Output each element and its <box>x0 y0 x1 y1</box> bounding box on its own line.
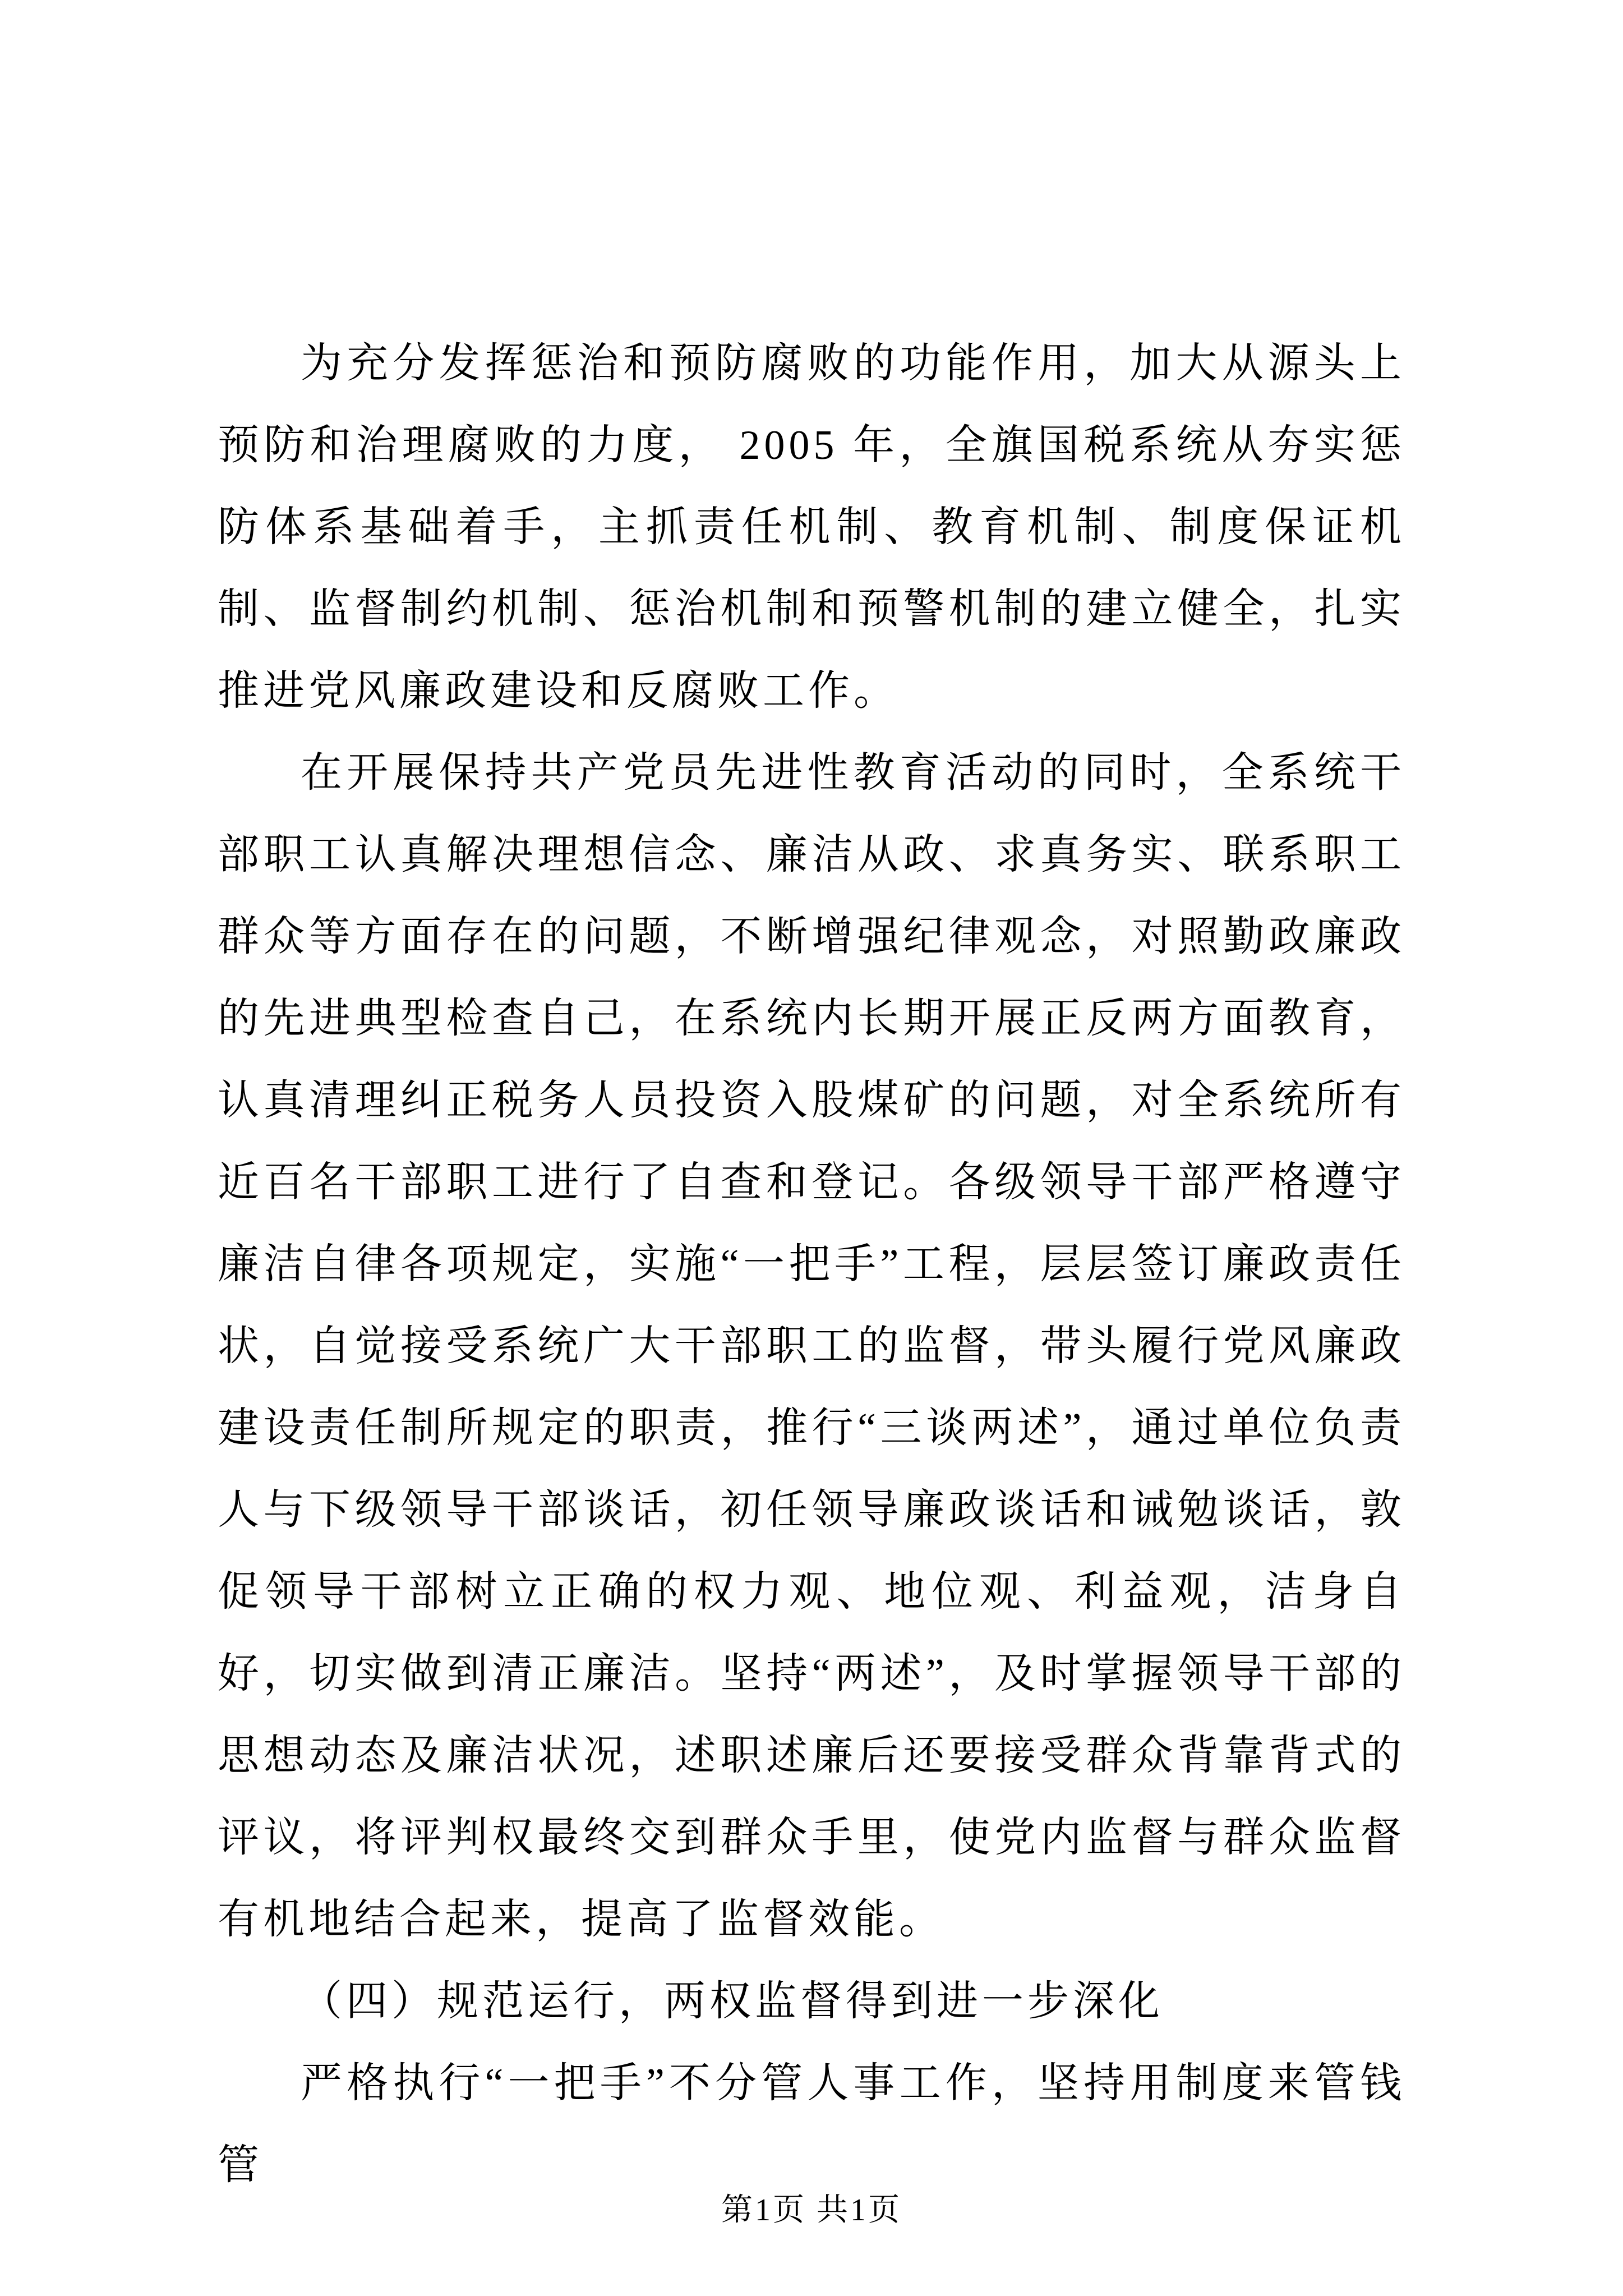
paragraph-education-activities: 在开展保持共产党员先进性教育活动的同时，全系统干部职工认真解决理想信念、廉洁从政、求真务实、联系职工群众等方面存在的问题，不断增强纪律观念，对照勤政廉政的先进典型检查自己，在系统内长期开展正反两方面教育，认真清理纠正税务人员投资入股煤矿的问题，对全系统所有近百名干部职工进行了自查和登记。各级领导干部严格遵守廉洁自律各项规定，实施“一把手”工程，层层签订廉政责任状，自觉接受系统广大干部职工的监督，带头履行党风廉政建设责任制所规定的职责，推行“三谈两述”，通过单位负责人与下级领导干部谈话，初任领导廉政谈话和诫勉谈话，敦促领导干部树立正确的权力观、地位观、利益观，洁身自好，切实做到清正廉洁。坚持“两述”，及时掌握领导干部的思想动态及廉洁状况，述职述廉后还要接受群众背靠背式的评议，将评判权最终交到群众手里，使党内监督与群众监督有机地结合起来，提高了监督效能。 <box>218 750 1405 1943</box>
section-heading-four: （四）规范运行，两权监督得到进一步深化 <box>301 1978 1164 2024</box>
document-text-block <box>218 323 1405 2206</box>
paragraph-intro: 为充分发挥惩治和预防腐败的功能作用，加大从源头上预防和治理腐败的力度， 2005 年，全旗国税系统从夯实惩防体系基础着手，主抓责任机制、教育机制、制度保证机制、监督制约机制、惩治机制和预警机制的建立健全，扎实推进党风廉政建设和反腐败工作。 <box>218 341 1405 714</box>
paragraph-strict-execution: 严格执行“一把手”不分管人事工作，坚持用制度来管钱管 <box>218 2060 1405 2188</box>
page-number-footer: 第1页 共1页 <box>721 2193 902 2228</box>
